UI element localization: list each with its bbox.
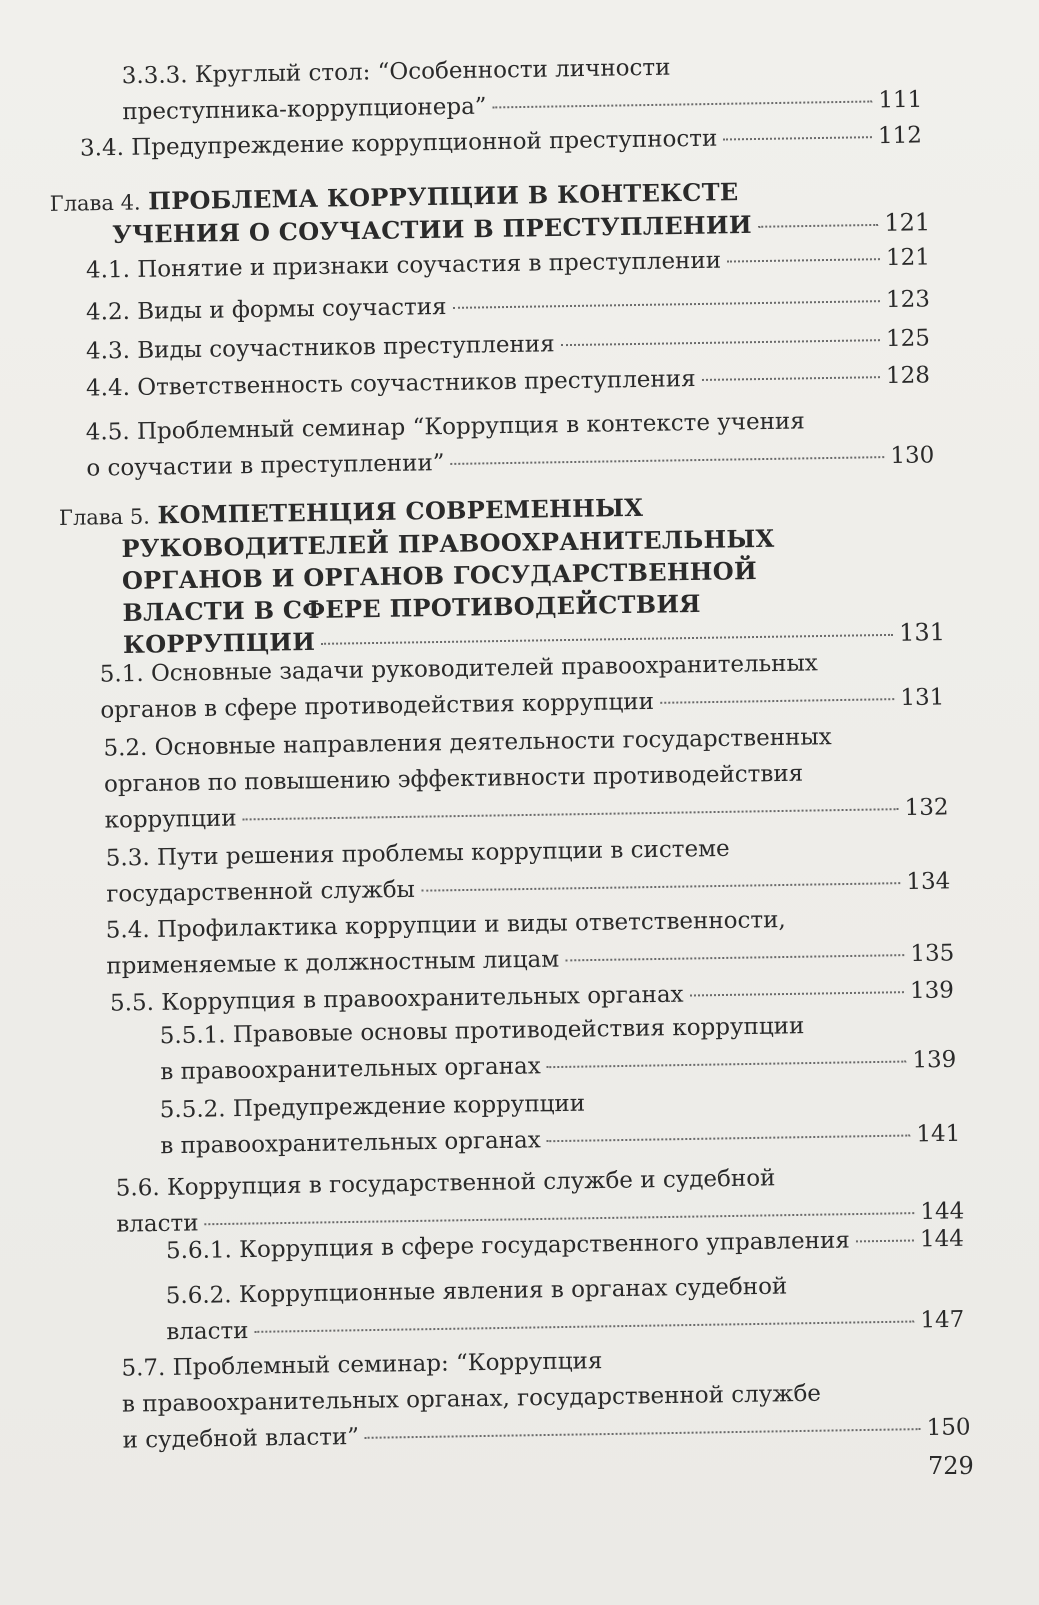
dot-leader xyxy=(255,1320,915,1333)
chapter-title-line: УЧЕНИЯ О СОУЧАСТИИ В ПРЕСТУПЛЕНИИ xyxy=(112,209,753,249)
toc-entry-line: применяемые к должностным лицам xyxy=(106,946,560,980)
chapter-label: Глава 5. xyxy=(58,504,151,530)
dot-leader xyxy=(723,135,872,140)
toc-page-number: 134 xyxy=(906,868,951,896)
chapter-title-line: ОРГАНОВ И ОРГАНОВ ГОСУДАРСТВЕННОЙ xyxy=(121,555,758,595)
toc-page-number: 150 xyxy=(926,1414,971,1442)
toc-entry-line: 3.3.3. Круглый стол: “Особенности личности xyxy=(121,54,671,90)
toc-chapter-5 xyxy=(59,487,945,662)
dot-leader xyxy=(451,455,885,465)
toc-entry-line: органов в сфере противодействия коррупции xyxy=(100,688,655,724)
toc-entry-line: в правоохранительных органах xyxy=(160,1127,541,1160)
toc-page-number: 132 xyxy=(904,794,949,822)
toc-entry-line: 4.1. Понятие и признаки соучастия в преступлении xyxy=(85,247,722,284)
toc-entry-5-4 xyxy=(105,899,954,984)
toc-entry-line: 3.4. Предупреждение коррупционной преступности xyxy=(79,125,718,162)
dot-leader xyxy=(561,338,880,346)
toc-page-number: 131 xyxy=(898,618,946,647)
toc-entry-line: в правоохранительных органах xyxy=(160,1053,541,1086)
dot-leader xyxy=(453,299,881,309)
toc-page-number: 139 xyxy=(912,1046,957,1074)
toc-chapter-4 xyxy=(50,173,931,252)
toc-entry-5-5-2 xyxy=(159,1080,960,1165)
toc-page-number: 139 xyxy=(909,977,955,1005)
toc-entry-line: органов по повышению эффективности противодействия xyxy=(103,760,804,798)
toc-entry-5-1 xyxy=(99,643,944,728)
dot-leader xyxy=(758,223,879,228)
toc-entry-line: преступника-коррупционера” xyxy=(122,93,487,126)
toc-entry-line: 5.6. Коррупция в государственной службе и судебной xyxy=(115,1165,776,1202)
toc-page-number: 111 xyxy=(878,86,923,114)
toc-entry-line: 4.2. Виды и формы соучастия xyxy=(85,293,447,326)
toc-entry-line: 4.5. Проблемный семинар “Коррупция в контексте учения xyxy=(85,408,805,446)
toc-page-number: 147 xyxy=(920,1306,965,1334)
toc-entry-5-6-2 xyxy=(165,1266,964,1351)
chapter-label: Глава 4. xyxy=(49,190,141,216)
toc-page-number: 121 xyxy=(885,244,931,272)
dot-leader xyxy=(690,990,905,996)
toc-entry-line: 5.5. Коррупция в правоохранительных органах xyxy=(109,981,684,1017)
toc-entry-line: власти xyxy=(116,1210,199,1238)
toc-entry-line: 4.3. Виды соучастников преступления xyxy=(85,331,555,365)
chapter-title-line: РУКОВОДИТЕЛЕЙ ПРАВООХРАНИТЕЛЬНЫХ xyxy=(121,523,775,563)
dot-leader xyxy=(547,1133,911,1142)
chapter-title-line: ПРОБЛЕМА КОРРУПЦИИ В КОНТЕКСТЕ xyxy=(148,177,739,216)
toc-page-number: 121 xyxy=(884,208,931,237)
toc-entry-line: 5.5.2. Предупреждение коррупции xyxy=(159,1090,586,1124)
page-number: 729 xyxy=(928,1452,974,1480)
toc-page-number: 131 xyxy=(900,684,945,712)
toc-entry-5-5-1 xyxy=(159,1006,956,1090)
toc-entry-line: 5.1. Основные задачи руководителей правоохранительных xyxy=(99,650,819,688)
toc-page-number: 123 xyxy=(885,286,931,314)
chapter-title-line: КОМПЕТЕНЦИЯ СОВРЕМЕННЫХ xyxy=(157,492,644,530)
toc-page-number: 141 xyxy=(916,1120,961,1148)
chapter-title-line: КОРРУПЦИИ xyxy=(122,626,316,659)
toc-entry-line: 5.5.1. Правовые основы противодействия коррупции xyxy=(159,1013,805,1050)
toc-entry-line: власти xyxy=(166,1317,249,1346)
toc-page-number: 144 xyxy=(919,1225,965,1253)
toc-page-number: 125 xyxy=(885,325,931,353)
dot-leader xyxy=(727,257,880,262)
toc-entry-5-7 xyxy=(121,1337,971,1458)
toc-page-number: 135 xyxy=(910,940,955,968)
toc-entry-line: 5.2. Основные направления деятельности государственных xyxy=(103,724,832,762)
dot-leader xyxy=(565,953,904,961)
toc-entry-line: 5.4. Профилактика коррупции и виды ответственности, xyxy=(105,906,786,944)
toc-entry-line: коррупции xyxy=(104,805,237,834)
dot-leader xyxy=(660,697,894,704)
toc-entry-line: и судебной власти” xyxy=(122,1423,360,1454)
toc-entry-5-2 xyxy=(103,717,949,838)
dot-leader xyxy=(365,1427,921,1439)
toc-entry-3-3-3 xyxy=(121,46,922,131)
toc-page-number: 144 xyxy=(920,1198,965,1226)
dot-leader xyxy=(702,375,880,381)
chapter-title-line: ВЛАСТИ В СФЕРЕ ПРОТИВОДЕЙСТВИЯ xyxy=(122,588,702,627)
toc-entry-line: 5.6.2. Коррупционные явления в органах судебной xyxy=(165,1273,788,1310)
toc-page-number: 112 xyxy=(877,122,923,150)
dot-leader xyxy=(547,1060,907,1069)
toc-entry-line: государственной службы xyxy=(106,876,416,908)
toc-page-number: 128 xyxy=(885,362,931,390)
dot-leader xyxy=(321,633,893,645)
toc-entry-line: 5.7. Проблемный семинар: “Коррупция xyxy=(121,1348,603,1382)
dot-leader xyxy=(421,881,901,892)
toc-page-number: 130 xyxy=(890,442,935,470)
toc-entry-line: 4.4. Ответственность соучастников преступления xyxy=(85,366,696,402)
toc-entry-5-3 xyxy=(105,827,950,912)
toc-entry-line: 5.3. Пути решения проблемы коррупции в системе xyxy=(105,835,730,872)
toc-entry-line: 5.6.1. Коррупция в сфере государственного управления xyxy=(165,1227,851,1265)
dot-leader xyxy=(493,99,873,108)
dot-leader xyxy=(243,807,899,820)
toc-entry-line: о соучастии в преступлении” xyxy=(86,450,445,482)
toc-entry-line: в правоохранительных органах, государственной службе xyxy=(121,1380,822,1418)
toc-entry-4-5 xyxy=(85,401,934,486)
dot-leader xyxy=(856,1239,914,1243)
